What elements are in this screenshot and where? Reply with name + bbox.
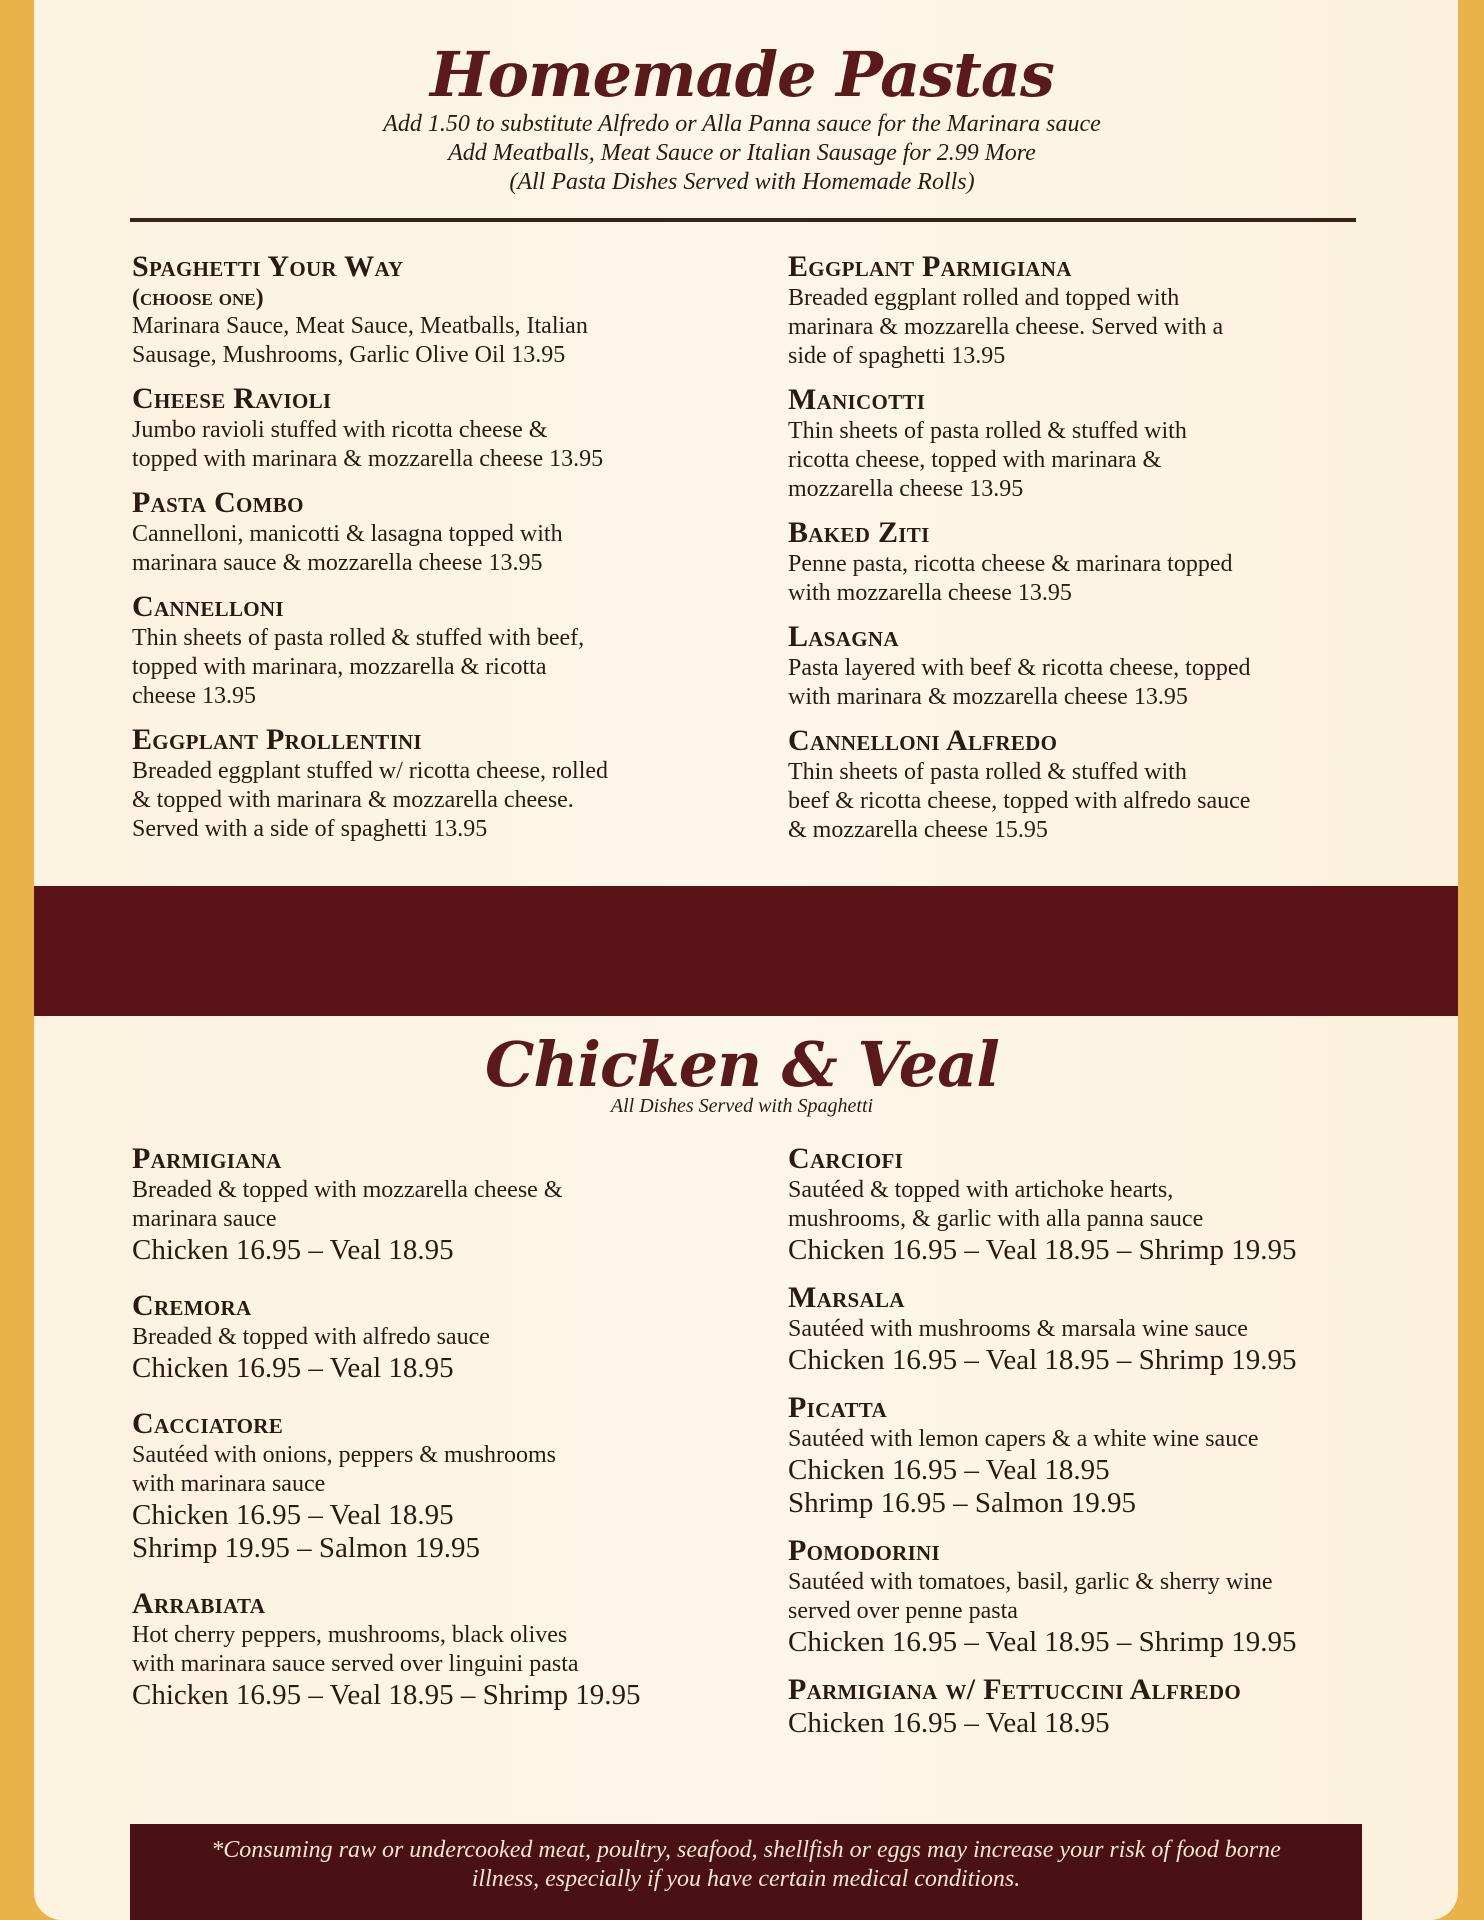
dish-price: Shrimp 16.95 – Salmon 19.95	[788, 1487, 1137, 1519]
dish-description: Hot cherry peppers, mushrooms, black olives	[132, 1622, 568, 1648]
dish-description: Thin sheets of pasta rolled & stuffed with beef,	[132, 625, 585, 651]
dish-description: & mozzarella cheese 15.95	[788, 817, 1048, 843]
dish-description: beef & ricotta cheese, topped with alfredo sauce	[788, 788, 1251, 814]
disclaimer-line: *Consuming raw or undercooked meat, poultry, seafood, shellfish or eggs may increase your risk of food borne	[211, 1837, 1281, 1863]
dish-description: Thin sheets of pasta rolled & stuffed with	[788, 418, 1187, 444]
menu-item	[788, 1391, 1408, 1520]
dish-description: Pasta layered with beef & ricotta cheese, topped	[788, 655, 1251, 681]
dish-price: Chicken 16.95 – Veal 18.95 – Shrimp 19.95	[788, 1344, 1297, 1376]
menu-item	[788, 724, 1388, 845]
dish-description: Sautéed & topped with artichoke hearts,	[788, 1177, 1174, 1203]
dish-description: topped with marinara, mozzarella & ricotta	[132, 654, 547, 680]
pasta-notes	[0, 110, 1484, 197]
dish-description: Thin sheets of pasta rolled & stuffed with	[788, 759, 1187, 785]
section-divider	[130, 218, 1356, 222]
dish-description: served over penne pasta	[788, 1598, 1018, 1624]
health-disclaimer	[130, 1824, 1362, 1920]
dish-price: Chicken 16.95 – Veal 18.95	[132, 1352, 454, 1384]
dish-description: Sausage, Mushrooms, Garlic Olive Oil 13.95	[132, 342, 566, 368]
dish-description: ricotta cheese, topped with marinara &	[788, 447, 1162, 473]
dish-name: Cremora	[132, 1289, 252, 1322]
dish-name: Eggplant Prollentini	[132, 723, 422, 756]
menu-item	[132, 723, 732, 844]
dish-description: mozzarella cheese 13.95	[788, 476, 1024, 502]
pasta-note: Add 1.50 to substitute Alfredo or Alla Panna sauce for the Marinara sauce	[383, 111, 1101, 137]
dish-name: Parmigiana	[132, 1142, 282, 1175]
dish-description: Breaded & topped with alfredo sauce	[132, 1324, 490, 1350]
dish-description: Penne pasta, ricotta cheese & marinara topped	[788, 551, 1233, 577]
dish-price: Chicken 16.95 – Veal 18.95 – Shrimp 19.95	[788, 1626, 1297, 1658]
dish-description: Breaded eggplant rolled and topped with	[788, 285, 1180, 311]
dish-description: Breaded & topped with mozzarella cheese &	[132, 1177, 563, 1203]
dish-description: Breaded eggplant stuffed w/ ricotta cheese, rolled	[132, 758, 609, 784]
pasta-note: Add Meatballs, Meat Sauce or Italian Sausage for 2.99 More	[448, 140, 1036, 166]
menu-item	[132, 250, 732, 370]
dish-name: Spaghetti Your Way	[132, 250, 404, 283]
dish-description: topped with marinara & mozzarella cheese 13.95	[132, 446, 604, 472]
decorative-band	[34, 886, 1458, 1016]
dish-description: with marinara sauce served over linguini pasta	[132, 1651, 579, 1677]
dish-description: with marinara sauce	[132, 1471, 326, 1497]
dish-description: with marinara & mozzarella cheese 13.95	[788, 684, 1188, 710]
dish-description: Sautéed with tomatoes, basil, garlic & sherry wine	[788, 1569, 1273, 1595]
dish-description: marinara sauce	[132, 1206, 277, 1232]
menu-item	[132, 1142, 732, 1267]
dish-name: Pomodorini	[788, 1534, 940, 1567]
dish-price: Chicken 16.95 – Veal 18.95	[788, 1707, 1110, 1739]
dish-description: Sautéed with mushrooms & marsala wine sauce	[788, 1316, 1248, 1342]
pasta-section-title: Homemade Pastas	[430, 38, 1054, 111]
dish-name: Cacciatore	[132, 1407, 284, 1440]
dish-description: Served with a side of spaghetti 13.95	[132, 816, 488, 842]
dish-price: Shrimp 19.95 – Salmon 19.95	[132, 1532, 481, 1564]
dish-option-note: (choose one)	[132, 285, 264, 311]
dish-name: Marsala	[788, 1281, 905, 1314]
dish-name: Pasta Combo	[132, 486, 304, 519]
dish-description: marinara sauce & mozzarella cheese 13.95	[132, 550, 543, 576]
menu-item	[788, 620, 1388, 712]
chicken-section-title: Chicken & Veal	[485, 1028, 999, 1101]
dish-name: Parmigiana w/ Fettuccini Alfredo	[788, 1673, 1241, 1706]
dish-description: Sautéed with onions, peppers & mushrooms	[132, 1442, 556, 1468]
dish-price: Chicken 16.95 – Veal 18.95	[788, 1454, 1110, 1486]
disclaimer-line: illness, especially if you have certain medical conditions.	[471, 1866, 1021, 1892]
menu-item	[132, 486, 732, 578]
menu-item	[788, 1534, 1408, 1659]
dish-name: Cannelloni Alfredo	[788, 724, 1058, 757]
dish-description: marinara & mozzarella cheese. Served with a	[788, 314, 1224, 340]
dish-description: Sautéed with lemon capers & a white wine sauce	[788, 1426, 1259, 1452]
chicken-left-column	[132, 1142, 732, 1734]
menu-item	[132, 1587, 732, 1712]
dish-name: Arrabiata	[132, 1587, 266, 1620]
dish-name: Cheese Ravioli	[132, 382, 332, 415]
dish-name: Baked Ziti	[788, 516, 930, 549]
menu-item	[132, 590, 732, 711]
menu-item	[788, 1142, 1408, 1267]
dish-name: Eggplant Parmigiana	[788, 250, 1072, 283]
dish-name: Picatta	[788, 1391, 887, 1424]
menu-item	[788, 516, 1388, 608]
dish-description: Jumbo ravioli stuffed with ricotta cheese &	[132, 417, 548, 443]
dish-name: Lasagna	[788, 620, 899, 653]
chicken-note: All Dishes Served with Spaghetti	[610, 1095, 874, 1117]
menu-item	[788, 1673, 1408, 1740]
chicken-right-column	[788, 1142, 1408, 1754]
dish-description: cheese 13.95	[132, 683, 256, 709]
dish-description: with mozzarella cheese 13.95	[788, 580, 1072, 606]
dish-description: & topped with marinara & mozzarella cheese.	[132, 787, 574, 813]
dish-name: Cannelloni	[132, 590, 284, 623]
menu-item	[788, 250, 1388, 371]
dish-name: Manicotti	[788, 383, 926, 416]
dish-price: Chicken 16.95 – Veal 18.95	[132, 1499, 454, 1531]
menu-item	[132, 1407, 732, 1565]
dish-description: Marinara Sauce, Meat Sauce, Meatballs, Italian	[132, 313, 588, 339]
dish-description: side of spaghetti 13.95	[788, 343, 1006, 369]
pasta-note: (All Pasta Dishes Served with Homemade Rolls)	[509, 169, 975, 195]
dish-price: Chicken 16.95 – Veal 18.95	[132, 1234, 454, 1266]
menu-item	[788, 1281, 1408, 1377]
menu-item	[788, 383, 1388, 504]
dish-price: Chicken 16.95 – Veal 18.95 – Shrimp 19.95	[788, 1234, 1297, 1266]
dish-description: Cannelloni, manicotti & lasagna topped with	[132, 521, 563, 547]
menu-item	[132, 382, 732, 474]
pasta-left-column	[132, 250, 732, 856]
dish-description: mushrooms, & garlic with alla panna sauce	[788, 1206, 1204, 1232]
dish-name: Carciofi	[788, 1142, 904, 1175]
dish-price: Chicken 16.95 – Veal 18.95 – Shrimp 19.95	[132, 1679, 641, 1711]
pasta-right-column	[788, 250, 1388, 857]
menu-item	[132, 1289, 732, 1385]
